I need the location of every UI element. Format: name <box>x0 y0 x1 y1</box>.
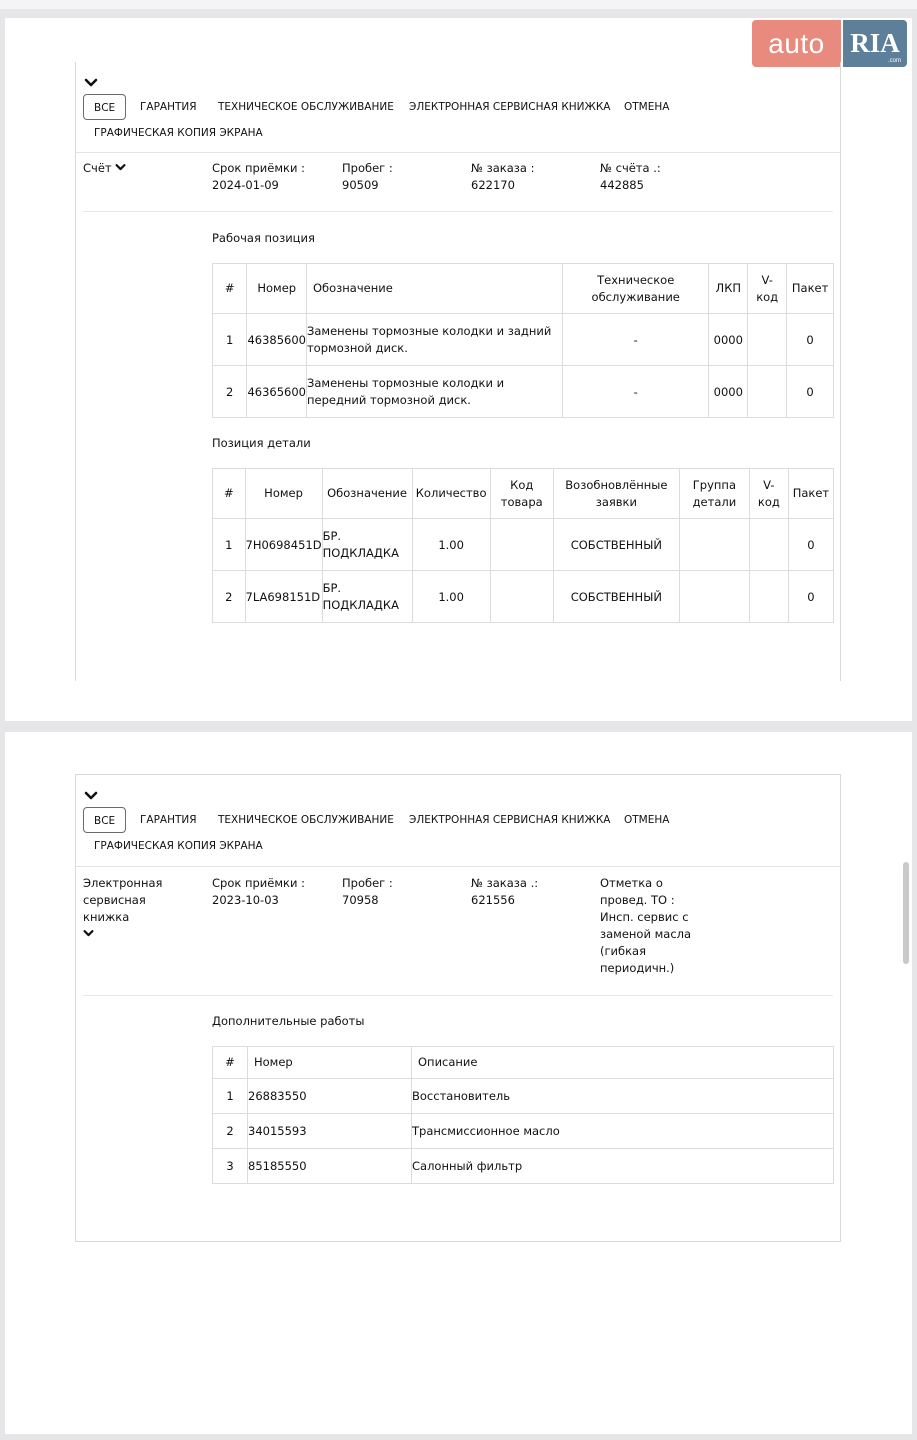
cell-part-number: 46365600 <box>247 366 307 418</box>
chevron-down-icon <box>83 928 94 939</box>
col-package: Пакет <box>788 469 833 519</box>
mileage-label: Пробег : <box>342 161 393 175</box>
col-lkp: ЛКП <box>709 264 748 314</box>
table-header-row <box>213 1047 834 1079</box>
cell-maintenance: - <box>563 366 709 418</box>
cell-part-number: 85185550 <box>248 1149 412 1184</box>
logo-ria-word: RIA <box>850 28 900 58</box>
logo-auto-text: auto <box>752 20 841 67</box>
cell-renewed-requests: СОБСТВЕННЫЙ <box>553 519 679 571</box>
header-divider <box>83 211 833 212</box>
cell-index: 2 <box>213 571 246 623</box>
cell-package: 0 <box>788 571 833 623</box>
record-type-label: Счёт <box>83 161 112 175</box>
cell-description: Салонный фильтр <box>412 1149 834 1184</box>
col-number-sign: # <box>213 469 246 519</box>
cell-lkp: 0000 <box>709 314 748 366</box>
logo-com: .com <box>887 58 901 64</box>
col-package: Пакет <box>787 264 834 314</box>
table-row <box>213 1114 834 1149</box>
col-product-code: Код товара <box>490 469 553 519</box>
service-mark-field <box>600 875 710 977</box>
mileage-field <box>342 160 393 194</box>
cell-product-code <box>490 519 553 571</box>
mileage-field <box>342 875 393 909</box>
tab-eservice-book[interactable]: ЭЛЕКТРОННАЯ СЕРВИСНАЯ КНИЖКА <box>409 814 611 826</box>
cell-v-code <box>749 519 788 571</box>
order-value: 622170 <box>471 178 515 192</box>
tab-maintenance[interactable]: ТЕХНИЧЕСКОЕ ОБСЛУЖИВАНИЕ <box>218 101 394 113</box>
part-positions-table <box>212 468 834 623</box>
tab-warranty[interactable]: ГАРАНТИЯ <box>140 814 197 826</box>
cell-part-group <box>679 519 749 571</box>
cell-part-number: 34015593 <box>248 1114 412 1149</box>
tab-cancel[interactable]: ОТМЕНА <box>624 814 670 826</box>
col-description: Описание <box>412 1047 834 1079</box>
cell-designation: Заменены тормозные колодки и передний тормозной диск. <box>306 366 562 418</box>
tabs-divider <box>76 152 840 153</box>
tab-all[interactable]: ВСЕ <box>83 807 126 833</box>
table-header-row <box>213 264 834 314</box>
autoria-logo <box>752 20 907 67</box>
tab-eservice-book[interactable]: ЭЛЕКТРОННАЯ СЕРВИСНАЯ КНИЖКА <box>409 101 611 113</box>
table-header-row <box>213 469 834 519</box>
cell-part-number: 7H0698451D <box>245 519 322 571</box>
intake-date-field <box>212 160 305 194</box>
chevron-down-icon <box>115 162 126 173</box>
col-designation: Обозначение <box>306 264 562 314</box>
cell-quantity: 1.00 <box>412 571 490 623</box>
table-row <box>213 314 834 366</box>
table-row <box>213 366 834 418</box>
col-maintenance: Техническое обслуживание <box>563 264 709 314</box>
cell-v-code <box>748 366 787 418</box>
order-field <box>471 160 534 194</box>
col-number-sign: # <box>213 1047 248 1079</box>
table-row <box>213 571 834 623</box>
cell-package: 0 <box>787 314 834 366</box>
cell-renewed-requests: СОБСТВЕННЫЙ <box>553 571 679 623</box>
cell-designation: Заменены тормозные колодки и задний тормозной диск. <box>306 314 562 366</box>
order-value: 621556 <box>471 893 515 907</box>
cell-index: 2 <box>213 366 247 418</box>
col-number-sign: # <box>213 264 247 314</box>
mileage-label: Пробег : <box>342 876 393 890</box>
col-part-number: Номер <box>245 469 322 519</box>
additional-works-table <box>212 1046 834 1184</box>
work-positions-title: Рабочая позиция <box>212 231 315 245</box>
col-part-number: Номер <box>248 1047 412 1079</box>
col-designation: Обозначение <box>322 469 412 519</box>
col-v-code: V-код <box>749 469 788 519</box>
record-type-label: Электронная сервисная книжка <box>83 876 163 924</box>
cell-package: 0 <box>788 519 833 571</box>
service-record-card-2 <box>75 774 841 1242</box>
mileage-value: 90509 <box>342 178 379 192</box>
additional-works-title: Дополнительные работы <box>212 1014 365 1028</box>
record-type[interactable] <box>83 875 193 939</box>
cell-index: 1 <box>213 519 246 571</box>
cell-designation: БР. ПОДКЛАДКА <box>322 571 412 623</box>
cell-product-code <box>490 571 553 623</box>
table-row <box>213 1149 834 1184</box>
cell-quantity: 1.00 <box>412 519 490 571</box>
mileage-value: 70958 <box>342 893 379 907</box>
tab-screenshot-copy[interactable]: ГРАФИЧЕСКАЯ КОПИЯ ЭКРАНА <box>94 840 263 852</box>
cell-description: Трансмиссионное масло <box>412 1114 834 1149</box>
cell-designation: БР. ПОДКЛАДКА <box>322 519 412 571</box>
service-mark-value: Инсп. сервис с заменой масла (гибкая периодичн.) <box>600 910 692 975</box>
cell-maintenance: - <box>563 314 709 366</box>
intake-date-field <box>212 875 305 909</box>
intake-date-label: Срок приёмки : <box>212 876 305 890</box>
col-part-group: Группа детали <box>679 469 749 519</box>
invoice-label: № счёта .: <box>600 161 661 175</box>
intake-date-label: Срок приёмки : <box>212 161 305 175</box>
col-part-number: Номер <box>247 264 307 314</box>
table-row <box>213 1079 834 1114</box>
top-strip <box>0 0 917 9</box>
order-label: № заказа : <box>471 161 535 175</box>
tabs-divider <box>76 866 840 867</box>
col-renewed-requests: Возобновлённые заявки <box>553 469 679 519</box>
col-v-code: V-код <box>748 264 787 314</box>
chevron-down-icon[interactable] <box>84 75 98 89</box>
tab-warranty[interactable]: ГАРАНТИЯ <box>140 101 197 113</box>
tab-all[interactable]: ВСЕ <box>83 94 126 120</box>
intake-date-value: 2024-01-09 <box>212 178 279 192</box>
logo-ria-text <box>843 20 907 67</box>
service-mark-label: Отметка о провед. ТО : <box>600 876 675 907</box>
cell-part-number: 26883550 <box>248 1079 412 1114</box>
record-type[interactable] <box>83 160 126 177</box>
col-quantity: Количество <box>412 469 490 519</box>
order-label: № заказа .: <box>471 876 539 890</box>
cell-index: 2 <box>213 1114 248 1149</box>
tab-maintenance[interactable]: ТЕХНИЧЕСКОЕ ОБСЛУЖИВАНИЕ <box>218 814 394 826</box>
order-field <box>471 875 538 909</box>
service-record-card-1 <box>75 62 841 681</box>
cell-part-group <box>679 571 749 623</box>
tab-cancel[interactable]: ОТМЕНА <box>624 101 670 113</box>
cell-part-number: 7LA698151D <box>245 571 322 623</box>
cell-part-number: 46385600 <box>247 314 307 366</box>
cell-index: 1 <box>213 1079 248 1114</box>
cell-v-code <box>748 314 787 366</box>
vertical-scrollbar[interactable] <box>903 862 909 964</box>
cell-index: 1 <box>213 314 247 366</box>
header-divider <box>83 995 833 996</box>
cell-v-code <box>749 571 788 623</box>
tab-screenshot-copy[interactable]: ГРАФИЧЕСКАЯ КОПИЯ ЭКРАНА <box>94 127 263 139</box>
cell-package: 0 <box>787 366 834 418</box>
cell-lkp: 0000 <box>709 366 748 418</box>
cell-description: Восстановитель <box>412 1079 834 1114</box>
chevron-down-icon[interactable] <box>84 788 98 802</box>
part-positions-title: Позиция детали <box>212 436 311 450</box>
intake-date-value: 2023-10-03 <box>212 893 279 907</box>
table-row <box>213 519 834 571</box>
work-positions-table <box>212 263 834 418</box>
invoice-value: 442885 <box>600 178 644 192</box>
cell-index: 3 <box>213 1149 248 1184</box>
invoice-field <box>600 160 661 194</box>
